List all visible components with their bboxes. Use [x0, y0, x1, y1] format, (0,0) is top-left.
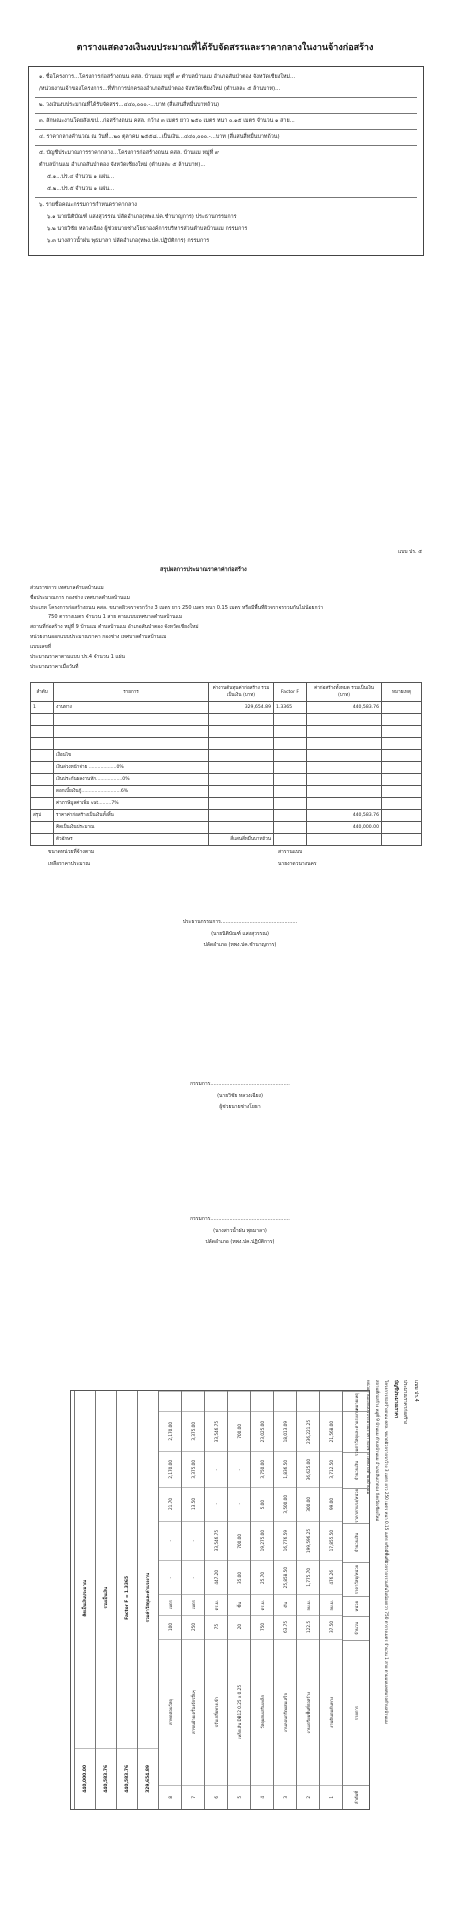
total-label: คิดเป็นเงินประมาณ [82, 1579, 88, 1617]
table-cell [209, 738, 274, 750]
table-cell: งานเตรียมพื้นที่ก่อสร้าง [305, 1691, 311, 1734]
table-cell: 440,583.76 [307, 702, 382, 714]
table-cell: ราคาค่าก่อสร้างเป็นเงินทั้งสิ้น [54, 810, 209, 822]
total-label: รวมเป็นเงิน [103, 1587, 109, 1609]
rotated-header-block [366, 1380, 408, 1800]
table-cell: 18,013.09 [282, 1420, 288, 1443]
table-cell [31, 822, 54, 834]
signature-position: ปลัดอำเภอ (หพง.ปค.ปฏิบัติการ) [205, 1239, 275, 1245]
divider [35, 97, 417, 98]
table-cell: งานดินถมคันทาง [328, 1696, 334, 1728]
table-cell [274, 786, 307, 798]
table-cell: 447.20 [213, 1570, 219, 1586]
table-cell: 3,750.00 [259, 1460, 265, 1479]
table-cell: ค่าทดสอบวัสดุ [167, 1699, 173, 1726]
table-cell: 3,500.00 [282, 1494, 288, 1514]
table-row [227, 1391, 250, 1809]
table-cell: 36,625.00 [305, 1458, 311, 1481]
table-cell [209, 774, 274, 786]
table-cell [54, 738, 209, 750]
summary-title: สรุปผลการประมาณราคาค่าก่อสร้าง [160, 567, 247, 573]
signature-name: (นางสาวน้ำฝน พุธมาลา) [213, 1228, 267, 1234]
page1-title: ตารางแสดงวงเงินงบประมาณที่ได้รับจัดสรรและราคากลางในงานจ้างก่อสร้าง [76, 43, 374, 53]
table-cell: 440,583.76 [307, 810, 382, 822]
table-cell: 300.00 [305, 1496, 311, 1512]
table-cell [209, 750, 274, 762]
table-row [31, 810, 422, 822]
table-cell [382, 702, 422, 714]
table-cell: เมตร [190, 1600, 196, 1610]
column-header: ค่างานต้นทุนค่าก่อสร้าง รวมเป็นเงิน (บาท) [209, 683, 274, 702]
table-cell [307, 834, 382, 846]
table-cell [382, 714, 422, 726]
table-cell: 1 [328, 1796, 334, 1799]
table-cell: 33,546.75 [213, 1530, 219, 1552]
table-cell: 3,375.00 [190, 1422, 196, 1441]
table-cell: 236,221.25 [305, 1419, 311, 1444]
summary-line: ๑. ชื่อโครงการ...โครงการก่อสร้างถนน คสล. บ้านแม หมู่ที่ ๙ ตำบลบ้านแม อำเภอสันป่าตอง จังหวัดเชียงใหม่... [39, 74, 296, 80]
table-cell [31, 798, 54, 810]
table-cell: ลบ.ม. [328, 1599, 334, 1611]
column-header: จำนวน [353, 1621, 359, 1635]
table-cell: - [236, 1468, 242, 1471]
summary-line: ๕. บัญชีประมาณการราคากลาง...โครงการก่อสร้างถนน คสล. บ้านแม หมู่ที่ ๙ [39, 150, 219, 156]
table-cell [209, 810, 274, 822]
info-line: ประมาณราคาเมื่อวันที่ [30, 664, 79, 670]
summary-table [30, 682, 422, 846]
table-cell [31, 834, 54, 846]
table-cell [274, 834, 307, 846]
table-row [31, 774, 422, 786]
table-cell: 122.5 [305, 1621, 311, 1634]
table-cell: 35.00 [236, 1571, 242, 1584]
table-cell: 16,776.59 [282, 1530, 288, 1552]
summary-line: ๒. วงเงินงบประมาณที่ได้รับจัดสรร...๔๔๐,๐๐๐.-...บาท (สี่แสนสี่หมื่นบาทถ้วน) [39, 102, 220, 108]
signature-position: ผู้ช่วยนายช่างโยธา [219, 1104, 261, 1110]
table-cell: ตัน [282, 1602, 288, 1608]
committee-line: ๖.๒ นายวิชัย หลวงเฉียง ผู้ช่วยนายช่างโยธาองค์การบริหารส่วนตำบลบ้านแม กรรมการ [47, 226, 248, 232]
table-cell: 700.00 [236, 1533, 242, 1549]
column-header: ราคาวัสดุ/หน่วย [353, 1564, 359, 1594]
table-cell: 19,275.00 [259, 1530, 265, 1552]
header-line: ประมาณราคาก่อสร้าง [402, 1380, 407, 1425]
table-cell: 1,836.50 [282, 1460, 288, 1479]
sheet-number-rotated [412, 1380, 424, 1440]
table-cell [307, 714, 382, 726]
table-row [31, 762, 422, 774]
table-row [31, 822, 422, 834]
column-header: รวมค่าวัสดุและค่าแรงงาน [353, 1408, 359, 1456]
footnote: เหลือราคาประมาณ [48, 861, 91, 867]
table-cell [31, 750, 54, 762]
table-cell: 99.00 [328, 1498, 334, 1511]
table-cell [274, 738, 307, 750]
table-cell [274, 762, 307, 774]
header-line: บัญชีประมาณราคา [393, 1380, 398, 1419]
table-row [31, 726, 422, 738]
table-cell: 7 [190, 1796, 196, 1799]
table-cell: 13.50 [190, 1498, 196, 1511]
table-cell: เหล็กเส้น DB12 0.25 x 0.25 [236, 1685, 242, 1740]
table-cell [307, 786, 382, 798]
info-line: ชื่อประมาณการ กองช่าง เทศบาลตำบลบ้านแม [30, 595, 130, 601]
table-cell: 21.70 [167, 1498, 173, 1511]
table-row [31, 798, 422, 810]
table-cell [31, 738, 54, 750]
signature-line: กรรมการ.................................................. [190, 1216, 290, 1222]
table-cell: 8 [167, 1796, 173, 1799]
table-cell [31, 762, 54, 774]
table-cell: ค่าภาษีมูลค่าเพิ่ม vat.........7% [54, 798, 209, 810]
table-cell: ลบ.ม. [305, 1599, 311, 1611]
table-cell: เมตร [167, 1600, 173, 1610]
column-header: จำนวนเงิน [353, 1460, 359, 1481]
header-line: โครงการก่อสร้างถนน คสล. ขนาดผิวจราจรกว้าง 3 เมตร ยาว 250 เมตร หนา 0.15 เมตร หรือมีพื้นที่ผิวจราจรรวมกันไม่น้อยกว่า 750 ตารางเมตร จำนวน 1 สาย ตามแบบเทศบาลตำบลบ้านแม [384, 1380, 389, 1724]
table-cell: - [190, 1577, 196, 1579]
info-line: สถานที่ก่อสร้าง หมู่ที่ 9 บ้านแม ตำบลบ้านแม อำเภอสันป่าตอง จังหวัดเชียงใหม่ [30, 624, 199, 630]
table-cell [274, 798, 307, 810]
divider [35, 145, 417, 146]
table-row [158, 1391, 181, 1809]
table-cell: ตร.ม. [213, 1599, 219, 1611]
table-cell [54, 714, 209, 726]
summary-line: ๕.๒...ปร.๕ จำนวน ๑ แผ่น... [47, 186, 115, 192]
total-value: 440,583.76 [103, 1765, 109, 1793]
table-cell [307, 726, 382, 738]
total-label: รวมค่าวัสดุและค่าแรงงาน [145, 1573, 151, 1623]
table-cell: - [167, 1540, 173, 1542]
table-cell: วัสดุผสมเสริมเหล็ก [259, 1695, 265, 1730]
table-cell [382, 762, 422, 774]
table-cell [209, 726, 274, 738]
table-cell: ตัวอักษร [54, 834, 209, 846]
table-cell: 21,568.00 [328, 1420, 334, 1443]
table-cell [31, 714, 54, 726]
summary-line: ตำบลบ้านแม อำเภอสันป่าตอง จังหวัดเชียงใหม่ (ตำบลละ ๕ ล้านบาท)... [39, 162, 206, 168]
divider [35, 129, 417, 130]
table-cell: 5 [236, 1796, 242, 1799]
table-cell: - [167, 1577, 173, 1579]
footnote: ขนาดหน่วยที่จ้างตาม [48, 849, 95, 855]
column-header: หน่วย [353, 1601, 359, 1612]
info-line: ประมาณราคาตามแบบ ปร.4 จำนวน 1 แผ่น [30, 654, 125, 660]
committee-line: ๖.๓ นางสาวน้ำฝน พุธมาลา ปลัดอำเภอ(หพง.ปค.ปฏิบัติการ) กรรมการ [47, 238, 210, 244]
table-cell: 25.70 [259, 1571, 265, 1584]
table-row [31, 738, 422, 750]
table-cell [54, 726, 209, 738]
info-line: ประเภท โครงการก่อสร้างถนน คสล. ขนาดผิวจราจรกว้าง 3 เมตร ยาว 250 เมตร หนา 0.15 เมตร หรือมีพื้นที่ผิวจราจรรวมกันไม่น้อยกว่า [30, 605, 324, 611]
table-cell: - [236, 1503, 242, 1505]
table-row [31, 834, 422, 846]
table-header-row [31, 683, 422, 702]
summary-line: ๕.๑...ปร.๔ จำนวน ๑ แผ่น... [47, 174, 115, 180]
info-line: แบบเลขที่ [30, 644, 52, 650]
table-cell [307, 762, 382, 774]
table-cell [382, 822, 422, 834]
header-line: หน่วยงานออกแบบประมาณราคา กองช่าง เทศบาลตำบลบ้านแม [366, 1380, 371, 1495]
table-cell: 3 [282, 1796, 288, 1799]
table-cell: 1 [31, 702, 54, 714]
divider [35, 197, 417, 198]
table-cell: 5.00 [259, 1499, 265, 1509]
total-row [116, 1391, 137, 1809]
table-cell: 75 [213, 1624, 219, 1630]
table-cell: 700.00 [236, 1424, 242, 1439]
table-cell: - [213, 1468, 219, 1471]
table-cell [382, 786, 422, 798]
table-cell: ค่าขนย้ายเครื่องจักรอื่นๆ [190, 1690, 196, 1735]
table-cell [274, 822, 307, 834]
table-cell [274, 714, 307, 726]
table-cell [209, 714, 274, 726]
table-row [31, 714, 422, 726]
signature-line: กรรมการ.................................................. [190, 1081, 290, 1087]
column-header: Factor F [274, 683, 307, 702]
table-cell: 2 [305, 1796, 311, 1799]
table-row [31, 702, 422, 714]
column-header: ลำดับที่ [353, 1790, 359, 1804]
table-cell [31, 774, 54, 786]
table-cell [209, 798, 274, 810]
table-row [296, 1391, 319, 1809]
table-cell: เงินล่วงหน้าจ่าย ...................0% [54, 762, 209, 774]
table-cell [307, 798, 382, 810]
table-cell: 25,858.50 [282, 1567, 288, 1589]
table-cell [382, 774, 422, 786]
table-column [342, 1391, 369, 1809]
table-cell: งานคอนกรีตผสมเสร็จ [282, 1692, 288, 1732]
table-cell: 750 [259, 1623, 265, 1632]
table-cell: 23,025.00 [259, 1420, 265, 1443]
table-cell [209, 786, 274, 798]
table-cell: - [190, 1540, 196, 1542]
header-line: สถานที่ก่อสร้าง หมู่ที่ 9 บ้านแม ตำบลบ้านแม อำเภอสันป่าตอง จังหวัดเชียงใหม่ [375, 1380, 380, 1522]
table-cell: 1,775.70 [305, 1568, 311, 1588]
column-header: ลำดับ [31, 683, 54, 702]
sheet-number: แบบ ปร.4 [413, 1380, 419, 1402]
project-summary-box [28, 66, 424, 256]
total-value: 440,583.76 [124, 1765, 130, 1793]
table-cell [274, 750, 307, 762]
table-cell: คิดเป็นเงินประมาณ [54, 822, 209, 834]
table-cell: งานทาง [54, 702, 209, 714]
summary-line: ๖. รายชื่อคณะกรรมการกำหนดราคากลาง [39, 202, 137, 208]
table-cell [209, 822, 274, 834]
table-cell: 2,170.00 [167, 1422, 173, 1441]
table-cell: 4 [259, 1796, 265, 1799]
footnote: นายงาดวนางนคร [278, 861, 317, 867]
table-cell: 37.50 [328, 1621, 334, 1634]
table-row [204, 1391, 227, 1809]
table-cell: ตร.ม. [259, 1599, 265, 1611]
column-header: ราคาค่าแรง/หน่วย [353, 1488, 359, 1523]
table-cell: ปรับเกลี่ยทางเข้า [213, 1697, 219, 1728]
column-header: จำนวนเงิน [353, 1533, 359, 1553]
estimate-table-rotated [70, 1390, 370, 1810]
table-cell: 476.26 [328, 1570, 334, 1586]
table-cell: เงื่อนไข [54, 750, 209, 762]
table-cell: 33,546.75 [213, 1420, 219, 1443]
table-cell [274, 810, 307, 822]
table-cell: 329,654.89 [209, 702, 274, 714]
total-row [74, 1391, 95, 1809]
table-cell [274, 726, 307, 738]
footnote: สารานแบบ [278, 849, 303, 855]
column-header: รายการ [353, 1705, 359, 1721]
table-row [181, 1391, 204, 1809]
total-row [95, 1391, 116, 1809]
info-line: หน่วยงานออกแบบประมาณราคา กองช่าง เทศบาลตำบลบ้านแม [30, 634, 167, 640]
column-header: รายการ [54, 683, 209, 702]
table-cell: 63.75 [282, 1621, 288, 1634]
summary-line: ๓. ลักษณะงานโดยสังเขป...ก่อสร้างถนน คสล. กว้าง ๓ เมตร ยาว ๒๕๐ เมตร หนา ๐.๑๕ เมตร จำนวน ๑ สาย... [39, 118, 295, 124]
table-row [250, 1391, 273, 1809]
total-value: 440,000.00 [82, 1765, 88, 1793]
table-cell [307, 750, 382, 762]
table-row [273, 1391, 296, 1809]
table-cell [382, 798, 422, 810]
table-cell: 1.3365 [274, 702, 307, 714]
table-cell: สรุป [31, 810, 54, 822]
signature-name: (นายวิชัย หลวงเฉียง) [217, 1093, 263, 1099]
total-label: Factor F = 1.3365 [124, 1576, 130, 1620]
table-cell: 100 [167, 1623, 173, 1632]
table-cell: 2,170.00 [167, 1460, 173, 1479]
table-cell: 3,712.50 [328, 1460, 334, 1479]
table-cell: สี่แสนสี่หมื่นบาทถ้วน [209, 834, 274, 846]
table-cell: 3,375.00 [190, 1460, 196, 1479]
table-cell [307, 774, 382, 786]
table-cell [382, 810, 422, 822]
summary-line: /หน่วยงานเจ้าของโครงการ...ที่ทำการปกครองอำเภอสันป่าตอง จังหวัดเชียงใหม่ (ตำบลละ ๕ ล้านบาท)... [39, 86, 281, 92]
table-cell: 199,596.25 [305, 1529, 311, 1553]
table-cell [31, 786, 54, 798]
divider [35, 113, 417, 114]
table-cell [382, 834, 422, 846]
table-cell: 440,000.00 [307, 822, 382, 834]
table-row [31, 750, 422, 762]
table-row [31, 786, 422, 798]
table-cell: เงินประกันผลงานหัก..................0% [54, 774, 209, 786]
table-cell: 6 [213, 1796, 219, 1799]
signature-line: ประธานกรรมการ................................................ [182, 919, 298, 925]
table-cell [31, 726, 54, 738]
table-cell [382, 726, 422, 738]
table-cell: - [213, 1503, 219, 1505]
committee-line: ๖.๑ นายนิติบัณฑ์ แสงสุวรรณ ปลัดอำเภอ(หพง.ปค.ชำนาญการ) ประธานกรรมการ [47, 214, 237, 220]
table-cell [382, 738, 422, 750]
table-cell: 20 [236, 1624, 242, 1630]
table-cell [307, 738, 382, 750]
table-cell: ดอกเบี้ยเงินกู้...........................6% [54, 786, 209, 798]
table-row [319, 1391, 342, 1809]
column-header: หมายเหตุ [382, 683, 422, 702]
table-cell: ชิ้น [236, 1602, 242, 1608]
table-cell [382, 750, 422, 762]
sheet-number: แบบ ปร. ๕ [398, 549, 422, 555]
total-row [137, 1391, 158, 1809]
summary-line: ๔. ราคากลางคำนวณ ณ วันที่...๒๐ ตุลาคม ๒๕๕๘...เป็นเงิน...๔๔๐,๐๐๐.-...บาท (สี่แสนสี่หมื่นบาทถ้วน) [39, 134, 280, 140]
info-line: 750 ตารางเมตร จำนวน 1 สาย ตามแบบเทศบาลตำบลบ้านแม [48, 614, 183, 620]
table-cell: 17,855.50 [328, 1530, 334, 1552]
table-cell [274, 774, 307, 786]
table-cell: 250 [190, 1623, 196, 1632]
column-header: ค่าก่อสร้างทั้งหมด รวมเป็นเงิน (บาท) [307, 683, 382, 702]
table-cell [209, 762, 274, 774]
signature-name: (นายนิติบัณฑ์ แสงสุวรรณ) [211, 931, 269, 937]
column-header: หมายเหตุ [353, 1392, 359, 1411]
total-value: 329,654.89 [145, 1765, 151, 1793]
info-line: ส่วนราชการ เทศบาลตำบลบ้านแม [30, 585, 104, 591]
signature-position: ปลัดอำเภอ (หพง.ปค.ชำนาญการ) [203, 942, 277, 948]
